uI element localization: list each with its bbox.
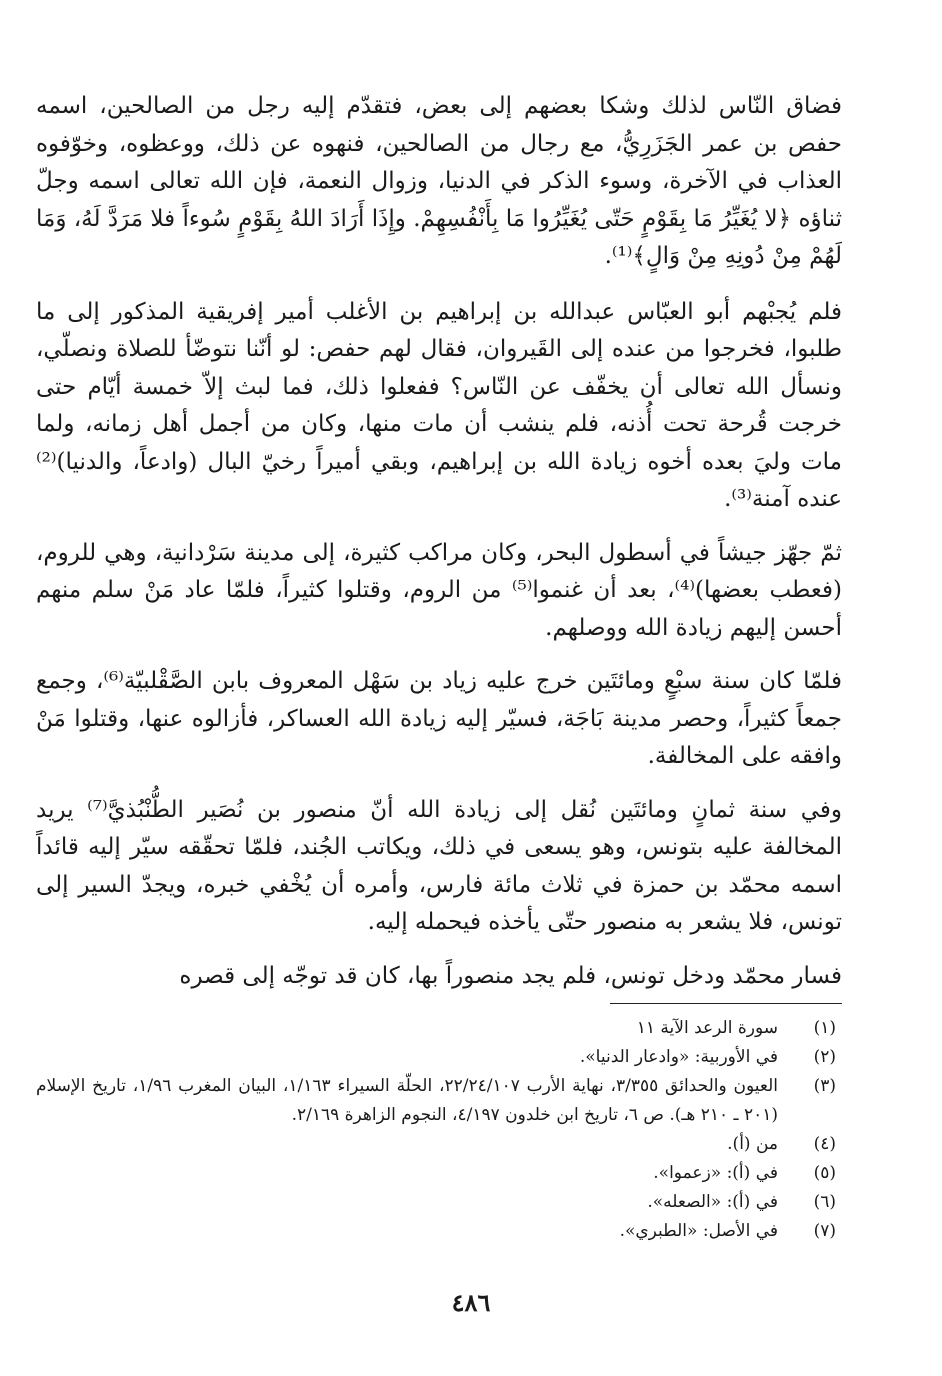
footnote-4 bbox=[36, 1130, 842, 1159]
footnote-separator bbox=[610, 1003, 842, 1004]
footnote-2 bbox=[36, 1043, 842, 1072]
footnote-6 bbox=[36, 1188, 842, 1217]
book-page bbox=[36, 88, 842, 1246]
paragraph-2: فلم يُجبْهم أبو العبّاس عبدالله بن إبراهيم بن الأغلب أمير إفريقية المذكور إلى ما طلبوا، فخرجوا من عنده إلى القَيروان، فقال لهم حفص: لو أنّنا نتوضّأ للصلاة ونصلّي، ونسأل الله تعالى أن يخفّف عن النّاس؟ ففعلوا ذلك، فما لبث إلاّ خمسة أيّام حتى خرجت قُرحة تحت أُذنه، فلم ينشب أن مات منها، وكان من أجمل أهل زمانه، ولما مات وليَ بعده أخوه زيادة الله بن إبراهيم، وبقي أميراً رخيّ البال (وادعاً، والدنيا)⁽²⁾ عنده آمنة⁽³⁾. bbox=[36, 298, 842, 512]
paragraph-1: فضاق النّاس لذلك وشكا بعضهم إلى بعض، فتقدّم إليه رجل من الصالحين، اسمه حفص بن عمر الجَزَرِيُّ، مع رجال من الصالحين، فنهوه عن ذلك، ووعظوه، وخوّفوه العذاب في الآخرة، وسوء الذكر في الدنيا، وزوال النعمة، فإن الله تعالى اسمه وجلّ ثناؤه ﴿لا يُغَيِّرُ مَا بِقَوْمٍ حَتّى يُغَيِّرُوا مَا بِأَنْفُسِهِمْ. وإِذَا أَرَادَ اللهُ بِقَوْمٍ سُوءاً فلا مَرَدَّ لَهُ، وَمَا لَهُمْ مِنْ دُونِهِ مِنْ وَالٍ﴾⁽¹⁾. bbox=[36, 93, 842, 269]
footnote-number: (٧) bbox=[813, 1221, 836, 1241]
paragraph-4: فلمّا كان سنة سبْعٍ ومائتَين خرج عليه زياد بن سَهْل المعروف بابن الصَّقْلبيّة⁽⁶⁾، وجمع جمعاً كثيراً، وحصر مدينة بَاجَة، فسيّر إليه زيادة الله العساكر، فأزالوه عنها، وقتلوا مَنْ وافقه على المخالفة. bbox=[36, 668, 842, 769]
footnote-text: من (أ). bbox=[727, 1134, 778, 1154]
footnote-5 bbox=[36, 1159, 842, 1188]
footnote-3 bbox=[36, 1072, 842, 1130]
paragraph-5: وفي سنة ثمانٍ ومائتَين نُقل إلى زيادة الله أنّ منصور بن نُصَير الطُّنْبُذيَّ⁽⁷⁾ يريد المخالفة عليه بتونس، وهو يسعى في ذلك، ويكاتب الجُند، فلمّا تحقّقه سيّر إليه قائداً اسمه محمّد بن حمزة في ثلاث مائة فارس، وأمره أن يُخْفي خبره، ويجدّ السير إلى تونس، فلا يشعر به منصور حتّى يأخذه فيحمله إليه. bbox=[36, 796, 842, 935]
footnote-number: (٢) bbox=[813, 1047, 836, 1067]
paragraph-3: ثمّ جهّز جيشاً في أسطول البحر، وكان مراكب كثيرة، إلى مدينة سَرْدانية، وهي للروم، (فعطب بعضها)⁽⁴⁾، بعد أن غنموا⁽⁵⁾ من الروم، وقتلوا كثيراً، فلمّا عاد مَنْ سلم منهم أحسن إليهم زيادة الله ووصلهم. bbox=[36, 539, 842, 641]
footnote-number: (٣) bbox=[813, 1076, 836, 1096]
footnote-text: في (أ): «الصعله». bbox=[647, 1192, 778, 1212]
page-number: ٤٨٦ bbox=[451, 1288, 491, 1317]
footnote-number: (٥) bbox=[813, 1163, 836, 1183]
footnote-1 bbox=[36, 1014, 842, 1043]
footnotes bbox=[36, 1014, 842, 1246]
paragraph-6: فسار محمّد ودخل تونس، فلم يجد منصوراً بها، كان قد توجّه إلى قصره bbox=[179, 962, 842, 989]
footnote-text: سورة الرعد الآية ١١ bbox=[636, 1018, 778, 1038]
footnote-text: في الأوربية: «وادعار الدنيا». bbox=[579, 1047, 778, 1067]
footnote-text: العيون والحدائق ٣/٣٥٥، نهاية الأرب ٢٢/٢٤/١٠٧، الحلّة السيراء ١/١٦٣، البيان المغرب ١/٩٦، تاريخ الإسلام (٢٠١ ـ ٢١٠ هـ). ص ٦، تاريخ ابن خلدون ٤/١٩٧، النجوم الزاهرة ٢/١٦٩. bbox=[36, 1076, 778, 1125]
footnote-number: (٦) bbox=[813, 1192, 836, 1212]
footnote-text: في (أ): «زعموا». bbox=[653, 1163, 778, 1183]
footnote-number: (١) bbox=[813, 1018, 836, 1038]
footnote-text: في الأصل: «الطبري». bbox=[619, 1221, 778, 1241]
footnote-number: (٤) bbox=[813, 1134, 836, 1154]
footnote-7 bbox=[36, 1217, 842, 1246]
